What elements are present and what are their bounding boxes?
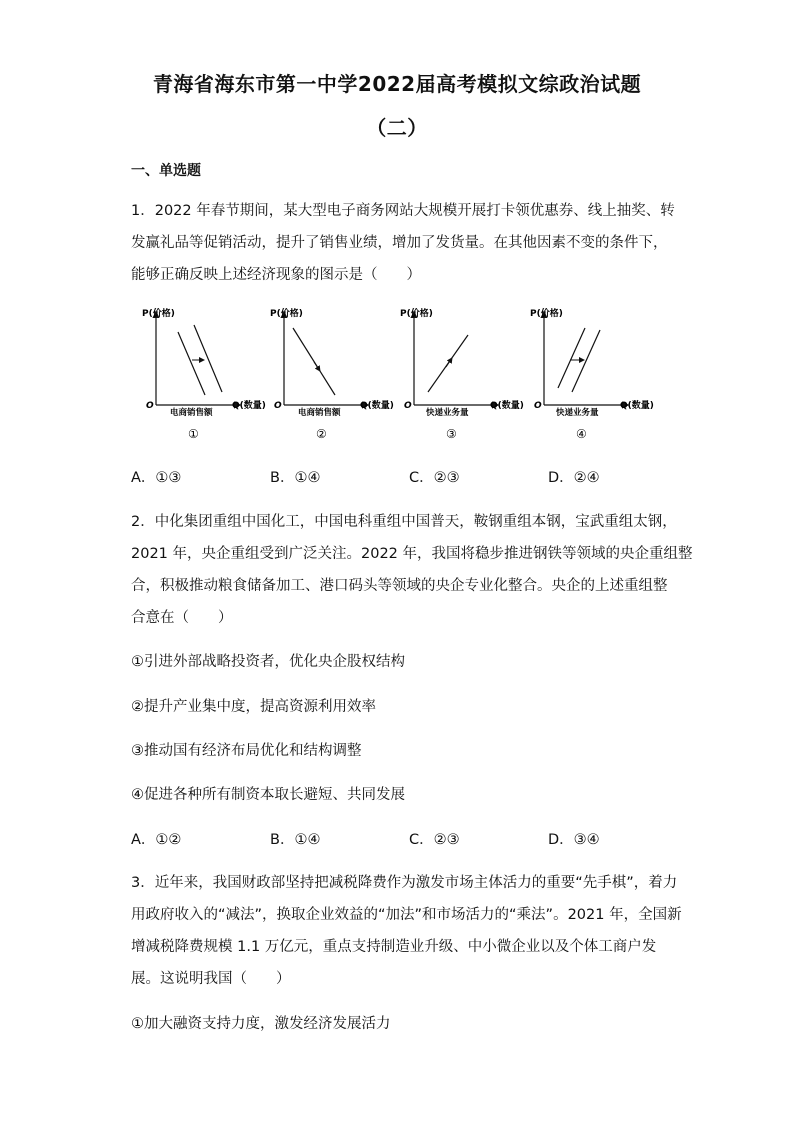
q2-statement-2: ②提升产业集中度，提高资源利用效率 [131, 699, 376, 715]
graph-1 [142, 307, 266, 441]
q3-line: 3．近年来，我国财政部坚持把减税降费作为激发市场主体活力的重要“先手棋”，着力 [131, 875, 678, 891]
q2-option-c[interactable]: C．②③ [409, 832, 460, 848]
q2-line: 2．中化集团重组中国化工，中国电科重组中国普天，鞍钢重组本钢，宝武重组太钢， [131, 514, 677, 530]
graph-2-curve [293, 328, 335, 395]
q1-graphs [140, 300, 670, 450]
q3-line: 用政府收入的“减法”，换取企业效益的“加法”和市场活力的“乘法”。2021 年，全国新 [131, 907, 682, 923]
q1-line: 1．2022 年春节期间，某大型电子商务网站大规模开展打卡领优惠券、线上抽奖、转 [131, 203, 675, 219]
graph-4-number: ④ [576, 427, 587, 441]
section-heading: 一、单选题 [131, 163, 201, 179]
q2-statement-1: ①引进外部战略投资者，优化央企股权结构 [131, 654, 405, 670]
q2-line: 合，积极推动粮食储备加工、港口码头等领域的央企专业化整合。央企的上述重组整 [131, 578, 668, 594]
q1-option-a[interactable]: A．①③ [131, 470, 182, 486]
question-3-stem [131, 867, 682, 995]
graph-4-origin: O [534, 401, 542, 411]
graph-4-caption: 快递业务量 [556, 408, 599, 418]
graph-4 [530, 307, 654, 441]
graph-1-number: ① [188, 427, 199, 441]
graph-1-origin: O [146, 401, 154, 411]
q3-line: 增减税降费规模 1.1 万亿元，重点支持制造业升级、中小微企业以及个体工商户发 [131, 939, 657, 955]
graph-2-arrow [314, 362, 320, 371]
q3-statement-1: ①加大融资支持力度，激发经济发展活力 [131, 1016, 391, 1032]
graph-2 [270, 307, 394, 441]
graph-3-number: ③ [446, 427, 457, 441]
q2-option-d[interactable]: D．③④ [548, 832, 600, 848]
graph-3-xlabel: Q(数量) [490, 401, 524, 411]
q1-line: 能够正确反映上述经济现象的图示是（ ） [131, 267, 421, 283]
graph-2-origin: O [274, 401, 282, 411]
graph-2-xlabel: Q(数量) [360, 401, 394, 411]
q3-line: 展。这说明我国（ ） [131, 971, 291, 987]
q1-option-c[interactable]: C．②③ [409, 470, 460, 486]
question-1-stem [131, 195, 675, 291]
q2-line: 合意在（ ） [131, 610, 233, 626]
graph-2-caption: 电商销售额 [298, 408, 341, 418]
graph-3-origin: O [404, 401, 412, 411]
q2-line: 2021 年，央企重组受到广泛关注。2022 年，我国将稳步推进钢铁等领域的央企重组整 [131, 546, 693, 562]
graph-1-curve-b [194, 325, 222, 392]
graph-3-caption: 快递业务量 [426, 408, 469, 418]
graph-1-xlabel: Q(数量) [232, 401, 266, 411]
graph-3-arrow [446, 358, 452, 367]
graph-2-ylabel: P(价格) [270, 309, 303, 319]
question-2-stem [131, 506, 693, 634]
graph-4-ylabel: P(价格) [530, 309, 563, 319]
graph-4-xlabel: Q(数量) [620, 401, 654, 411]
page-title: 青海省海东市第一中学2022届高考模拟文综政治试题 [152, 72, 642, 96]
graph-4-curve-b [572, 330, 600, 392]
graph-1-ylabel: P(价格) [142, 309, 175, 319]
graph-3-ylabel: P(价格) [400, 309, 433, 319]
q2-option-b[interactable]: B．①④ [270, 832, 321, 848]
q2-option-a[interactable]: A．①② [131, 832, 182, 848]
q2-statement-3: ③推动国有经济布局优化和结构调整 [131, 743, 362, 759]
page-subtitle: （二） [366, 116, 428, 140]
q2-statement-4: ④促进各种所有制资本取长避短、共同发展 [131, 787, 405, 803]
graph-1-caption: 电商销售额 [170, 408, 213, 418]
q1-option-d[interactable]: D．②④ [548, 470, 600, 486]
graph-2-number: ② [316, 427, 327, 441]
q1-line: 发赢礼品等促销活动，提升了销售业绩，增加了发货量。在其他因素不变的条件下， [131, 235, 668, 251]
graph-3 [400, 307, 524, 441]
graph-4-curve-a [558, 328, 585, 388]
q1-option-b[interactable]: B．①④ [270, 470, 321, 486]
